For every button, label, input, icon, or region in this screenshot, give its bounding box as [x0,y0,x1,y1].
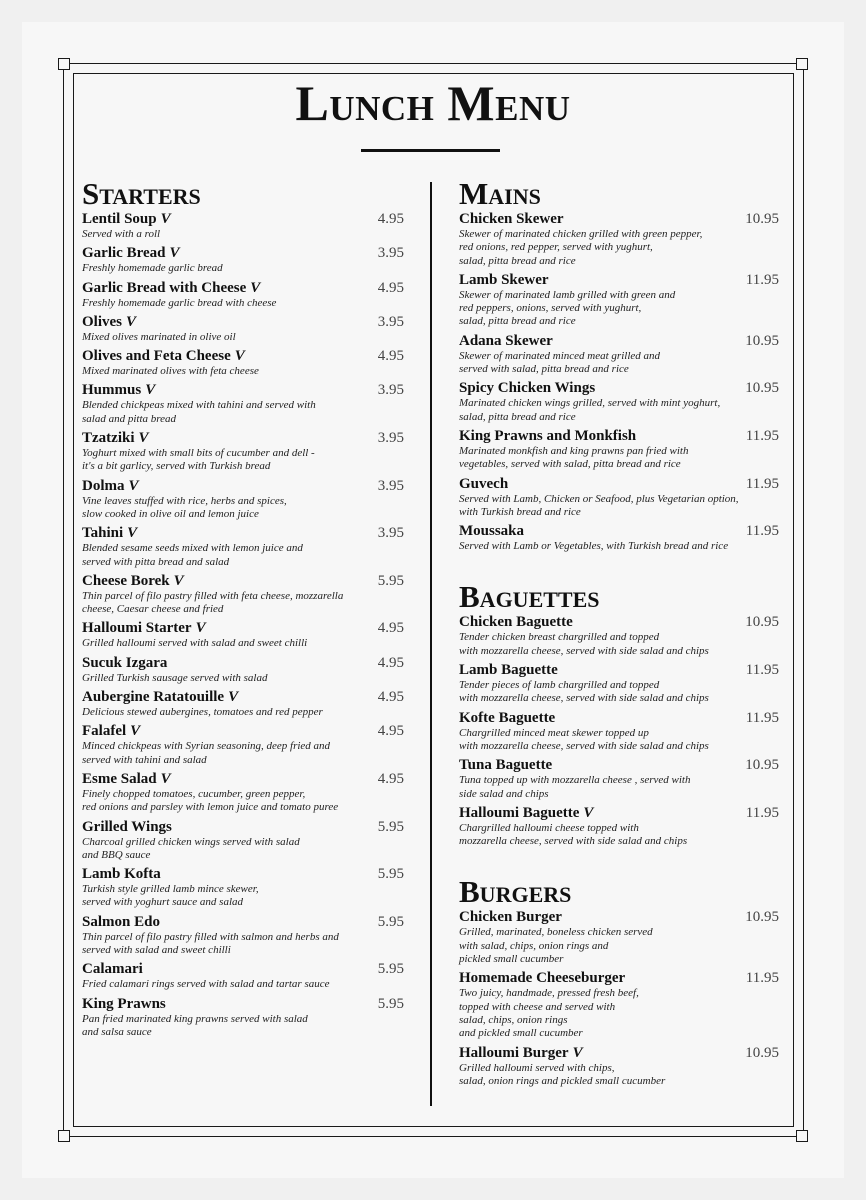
menu-item-title [459,757,552,774]
vegetarian-mark: V [234,348,245,365]
menu-item-description: Served with Lamb or Vegetables, with Turkish bread and rice [459,540,729,553]
menu-item [82,348,404,378]
menu-item-name: Spicy Chicken Wings [459,380,596,397]
menu-item-price: 5.95 [377,572,404,589]
menu-item-name: Dolma [82,477,125,494]
menu-item-title [82,819,172,836]
menu-item-name: Lamb Baguette [459,662,558,679]
menu-item-title [82,961,143,978]
vegetarian-mark: V [169,245,180,262]
menu-item-description: Blended chickpeas mixed with tahini and served with salad and pitta bread [82,399,316,425]
menu-item-name: Moussaka [459,523,525,540]
menu-item-price: 4.95 [377,211,404,227]
menu-item-name: Kofte Baguette [459,709,556,726]
vegetarian-mark: V [583,804,594,821]
menu-item-name: Sucuk Izgara [82,654,168,671]
menu-item [82,525,404,569]
corner-ornament [796,1130,808,1142]
menu-item [82,819,404,863]
section-items [82,211,404,1039]
menu-item [82,211,404,241]
menu-item-description: Turkish style grilled lamb mince skewer, served with yoghurt sauce and salad [82,883,259,909]
menu-item-title [82,866,161,883]
menu-item-header [82,819,404,836]
menu-item-price: 3.95 [377,430,404,447]
vegetarian-mark: V [173,572,184,589]
menu-item-description: Chargrilled minced meat skewer topped up with mozzarella cheese, served with side salad and chips [459,726,709,752]
menu-item-title [82,348,245,365]
menu-item-description: Grilled Turkish sausage served with salad [82,671,268,684]
vegetarian-mark: V [195,620,206,637]
menu-item-price: 10.95 [745,380,779,397]
menu-item-title [82,245,179,262]
menu-item-description: Finely chopped tomatoes, cucumber, green pepper, red onions and parsley with lemon juice and tomato puree [82,787,339,814]
menu-item-price: 10.95 [745,211,779,227]
corner-ornament [796,58,808,70]
menu-item [459,909,779,966]
menu-item-price: 4.95 [377,770,404,787]
menu-item-header [82,478,404,495]
menu-item-header [82,689,404,706]
menu-item-header [459,523,779,540]
right-column [459,178,779,1092]
section-baguettes [459,581,779,848]
menu-item-price: 5.95 [377,961,404,978]
vegetarian-mark: V [160,770,171,787]
menu-item-header [82,771,404,788]
menu-item [82,866,404,910]
menu-item [459,1045,779,1089]
menu-item-name: Tuna Baguette [459,757,553,774]
menu-item-price: 11.95 [745,804,779,821]
menu-item [82,655,404,685]
menu-item-header [82,655,404,672]
menu-item-price: 11.95 [745,523,779,540]
vegetarian-mark: V [250,279,261,296]
menu-item-description: Served with Lamb, Chicken or Seafood, plus Vegetarian option, with Turkish bread and rice [459,492,739,518]
menu-item-header [459,710,779,727]
menu-item-price: 11.95 [745,427,779,444]
menu-item-description: Blended sesame seeds mixed with lemon juice and served with pitta bread and salad [82,542,303,568]
menu-item-description: Minced chickpeas with Syrian seasoning, deep fried and served with tahini and salad [82,740,331,766]
menu-item-title [459,428,636,445]
left-column [82,178,404,1043]
menu-item-header [459,333,779,350]
menu-item-name: Tzatziki [82,430,135,447]
menu-item-description: Chargrilled halloumi cheese topped with mozzarella cheese, served with side salad and chips [459,821,688,848]
menu-item-description: Mixed olives marinated in olive oil [82,330,236,343]
menu-item-description: Mixed marinated olives with feta cheese [82,365,259,378]
menu-item [459,476,779,520]
menu-item-name: Calamari [82,961,143,978]
menu-item-name: Lamb Skewer [459,271,549,288]
menu-item-description: Vine leaves stuffed with rice, herbs and spices, slow cooked in olive oil and lemon juice [82,494,287,520]
menu-item-header [459,805,779,822]
menu-item-title [82,655,167,672]
menu-item-header [459,211,779,228]
menu-item-price: 3.95 [377,382,404,399]
menu-item-name: Garlic Bread [82,245,166,262]
menu-item-header [82,382,404,399]
vegetarian-mark: V [138,430,149,447]
vegetarian-mark: V [572,1044,583,1061]
menu-item-header [459,272,779,289]
menu-item-title [82,478,139,495]
menu-item [459,333,779,377]
vegetarian-mark: V [228,689,239,706]
menu-item-description: Charcoal grilled chicken wings served with salad and BBQ sauce [82,835,300,861]
section-items [459,909,779,1088]
menu-item-header [82,914,404,931]
menu-item-header [82,525,404,542]
menu-item-name: Halloumi Baguette [459,804,580,821]
section-items [459,211,779,553]
menu-item [459,805,779,849]
menu-item-price: 11.95 [745,970,779,987]
menu-item [459,662,779,706]
menu-item-title [82,914,160,931]
menu-item [82,996,404,1040]
menu-item-description: Pan fried marinated king prawns served with salad and salsa sauce [82,1012,308,1038]
menu-item-price: 3.95 [377,313,404,330]
menu-item [459,211,779,268]
menu-item-header [82,314,404,331]
menu-item-title [459,805,593,822]
menu-item-description: Thin parcel of filo pastry filled with salmon and herbs and served with salad and sweet chilli [82,930,339,957]
menu-item-title [82,280,260,297]
menu-item-price: 4.95 [377,723,404,740]
menu-item-title [459,1045,583,1062]
menu-item [459,614,779,658]
column-divider [430,182,432,1106]
menu-item-description: Grilled halloumi served with salad and sweet chilli [82,637,308,650]
menu-item-name: Halloumi Burger [459,1044,569,1061]
menu-item-header [82,348,404,365]
menu-item-name: Esme Salad [82,770,157,787]
menu-item-title [459,476,508,493]
menu-item-price: 4.95 [377,689,404,706]
menu-item-price: 5.95 [377,818,404,835]
title-underline [361,149,500,152]
menu-item-header [82,620,404,637]
menu-item-description: Marinated chicken wings grilled, served with mint yoghurt, salad, pitta bread and rice [459,397,721,423]
vegetarian-mark: V [145,382,156,399]
menu-item-name: Falafel [82,723,127,740]
section-title: Burgers [459,874,572,910]
menu-item-name: Salmon Edo [82,913,160,930]
menu-item-description: Skewer of marinated chicken grilled with green pepper, red onions, red pepper, served with yughurt, salad, pitta bread and rice [459,228,703,267]
menu-item-price: 5.95 [377,995,404,1012]
menu-item-description: Grilled, marinated, boneless chicken served with salad, chips, onion rings and pickled small cucumber [459,926,653,966]
vegetarian-mark: V [127,525,138,542]
menu-item-name: Olives and Feta Cheese [82,348,231,365]
menu-item [459,380,779,424]
menu-item-price: 5.95 [377,913,404,930]
menu-item-title [82,211,171,228]
menu-item-header [459,757,779,774]
menu-item-description: Tender chicken breast chargrilled and topped with mozzarella cheese, served with side salad and chips [459,631,709,657]
menu-item-description: Marinated monkfish and king prawns pan fried with vegetables, served with salad, pitta bread and rice [459,444,689,471]
menu-item-price: 10.95 [745,614,779,631]
menu-item-name: Chicken Burger [459,909,562,926]
menu-item-header [459,909,779,926]
menu-item-title [459,710,555,727]
section-title: Mains [459,176,541,211]
menu-item-price: 4.95 [377,348,404,365]
menu-item-title [82,525,137,542]
menu-item-price: 4.95 [377,654,404,671]
menu-item-description: Yoghurt mixed with small bits of cucumber and dell - it's a bit garlicy, served with Turkish bread [82,447,315,473]
menu-item-name: King Prawns [82,995,166,1012]
menu-item-description: Delicious stewed aubergines, tomatoes and red pepper [82,706,323,719]
section-starters [82,178,404,1039]
menu-item-header [459,1045,779,1062]
menu-item [82,914,404,958]
menu-item-title [459,333,553,350]
menu-item-price: 3.95 [377,525,404,542]
menu-item-name: Garlic Bread with Cheese [82,279,247,296]
menu-item [82,245,404,275]
menu-item-title [82,382,155,399]
menu-item-price: 11.95 [745,662,779,679]
section-items [459,614,779,848]
menu-item-title [82,430,149,447]
menu-item-price: 11.95 [745,271,779,288]
menu-item-price: 11.95 [745,709,779,726]
menu-item-title [82,314,136,331]
menu-item-price: 4.95 [377,279,404,296]
menu-item [82,620,404,650]
menu-item-description: Two juicy, handmade, pressed fresh beef, topped with cheese and served with salad, chips, onion rings and pickled small cucumber [459,987,639,1040]
menu-item-header [82,961,404,978]
menu-item-header [459,662,779,679]
menu-item-name: Cheese Borek [82,572,170,589]
menu-item-price: 4.95 [377,620,404,637]
section-mains [459,178,779,553]
menu-item [459,272,779,329]
menu-item [82,771,404,815]
menu-item-price: 5.95 [377,866,404,883]
menu-item-header [82,866,404,883]
menu-item-description: Tuna topped up with mozzarella cheese , served with side salad and chips [459,774,691,800]
menu-item-name: Tahini [82,525,124,542]
menu-item-title [459,662,558,679]
menu-item-name: Adana Skewer [459,332,553,349]
menu-item [82,961,404,991]
menu-item-name: Guvech [459,475,509,492]
menu-item [459,523,779,553]
menu-item-header [459,476,779,493]
section-title: Baguettes [459,579,600,615]
menu-item-header [82,723,404,740]
menu-item [82,478,404,522]
menu-item-name: Hummus [82,382,142,399]
menu-item-price: 3.95 [377,245,404,262]
menu-item-title [82,771,171,788]
menu-item-name: Chicken Baguette [459,614,573,631]
corner-ornament [58,1130,70,1142]
menu-item-title [82,573,184,590]
vegetarian-mark: V [130,723,141,740]
menu-item-header [82,996,404,1013]
menu-item [82,280,404,310]
section-title: Starters [82,176,201,211]
menu-item [82,382,404,426]
section-burgers [459,876,779,1088]
menu-item-header [82,430,404,447]
menu-item-price: 10.95 [745,1044,779,1061]
menu-item-price: 10.95 [745,757,779,774]
corner-ornament [58,58,70,70]
menu-item-price: 3.95 [377,477,404,494]
vegetarian-mark: V [126,313,137,330]
menu-item [459,970,779,1040]
menu-item-price: 10.95 [745,909,779,926]
menu-item [82,430,404,474]
menu-item [459,428,779,472]
menu-item-header [459,428,779,445]
menu-item-description: Freshly homemade garlic bread [82,262,223,275]
menu-item-header [82,280,404,297]
page-title: Lunch Menu [295,75,571,131]
menu-item [459,757,779,801]
menu-item-title [459,211,564,228]
menu-item [82,573,404,617]
vegetarian-mark: V [128,477,139,494]
menu-item-description: Skewer of marinated lamb grilled with green and red peppers, onions, served with yughurt, salad, pitta bread and rice [459,288,676,328]
menu-item [82,723,404,767]
menu-item-description: Grilled halloumi served with chips, salad, onion rings and pickled small cucumber [459,1061,666,1087]
menu-item-header [459,614,779,631]
menu-item [459,710,779,754]
menu-item-description: Fried calamari rings served with salad and tartar sauce [82,978,330,991]
menu-item [82,689,404,719]
menu-item-header [459,970,779,987]
menu-item-price: 10.95 [745,332,779,349]
menu-item-title [459,970,625,987]
menu-item-name: Halloumi Starter [82,620,192,637]
menu-item-description: Freshly homemade garlic bread with cheese [82,296,277,309]
vegetarian-mark: V [160,211,171,227]
menu-item-title [459,614,573,631]
menu-item-name: King Prawns and Monkfish [459,427,637,444]
menu-item-title [459,909,562,926]
menu-item-header [82,245,404,262]
menu-item [82,314,404,344]
menu-item-name: Grilled Wings [82,818,172,835]
menu-item-price: 11.95 [745,475,779,492]
menu-item-name: Chicken Skewer [459,211,564,227]
menu-item-header [459,380,779,397]
menu-item-name: Lentil Soup [82,211,157,227]
menu-item-name: Homemade Cheeseburger [459,970,626,987]
menu-item-header [82,573,404,590]
menu-item-description: Skewer of marinated minced meat grilled and served with salad, pitta bread and rice [459,349,661,376]
menu-item-title [459,272,549,289]
menu-item-title [459,380,595,397]
menu-item-description: Served with a roll [82,228,161,240]
menu-item-header [82,211,404,228]
menu-item-name: Olives [82,313,122,330]
menu-item-title [82,689,238,706]
menu-item-title [459,523,524,540]
menu-item-title [82,620,206,637]
menu-item-title [82,723,140,740]
menu-item-title [82,996,166,1013]
menu-item-description: Tender pieces of lamb chargrilled and topped with mozzarella cheese, served with side salad and chips [459,679,709,705]
menu-item-name: Aubergine Ratatouille [82,689,225,706]
menu-item-name: Lamb Kofta [82,866,161,883]
menu-item-description: Thin parcel of filo pastry filled with feta cheese, mozzarella cheese, Caesar cheese and fried [82,589,344,616]
